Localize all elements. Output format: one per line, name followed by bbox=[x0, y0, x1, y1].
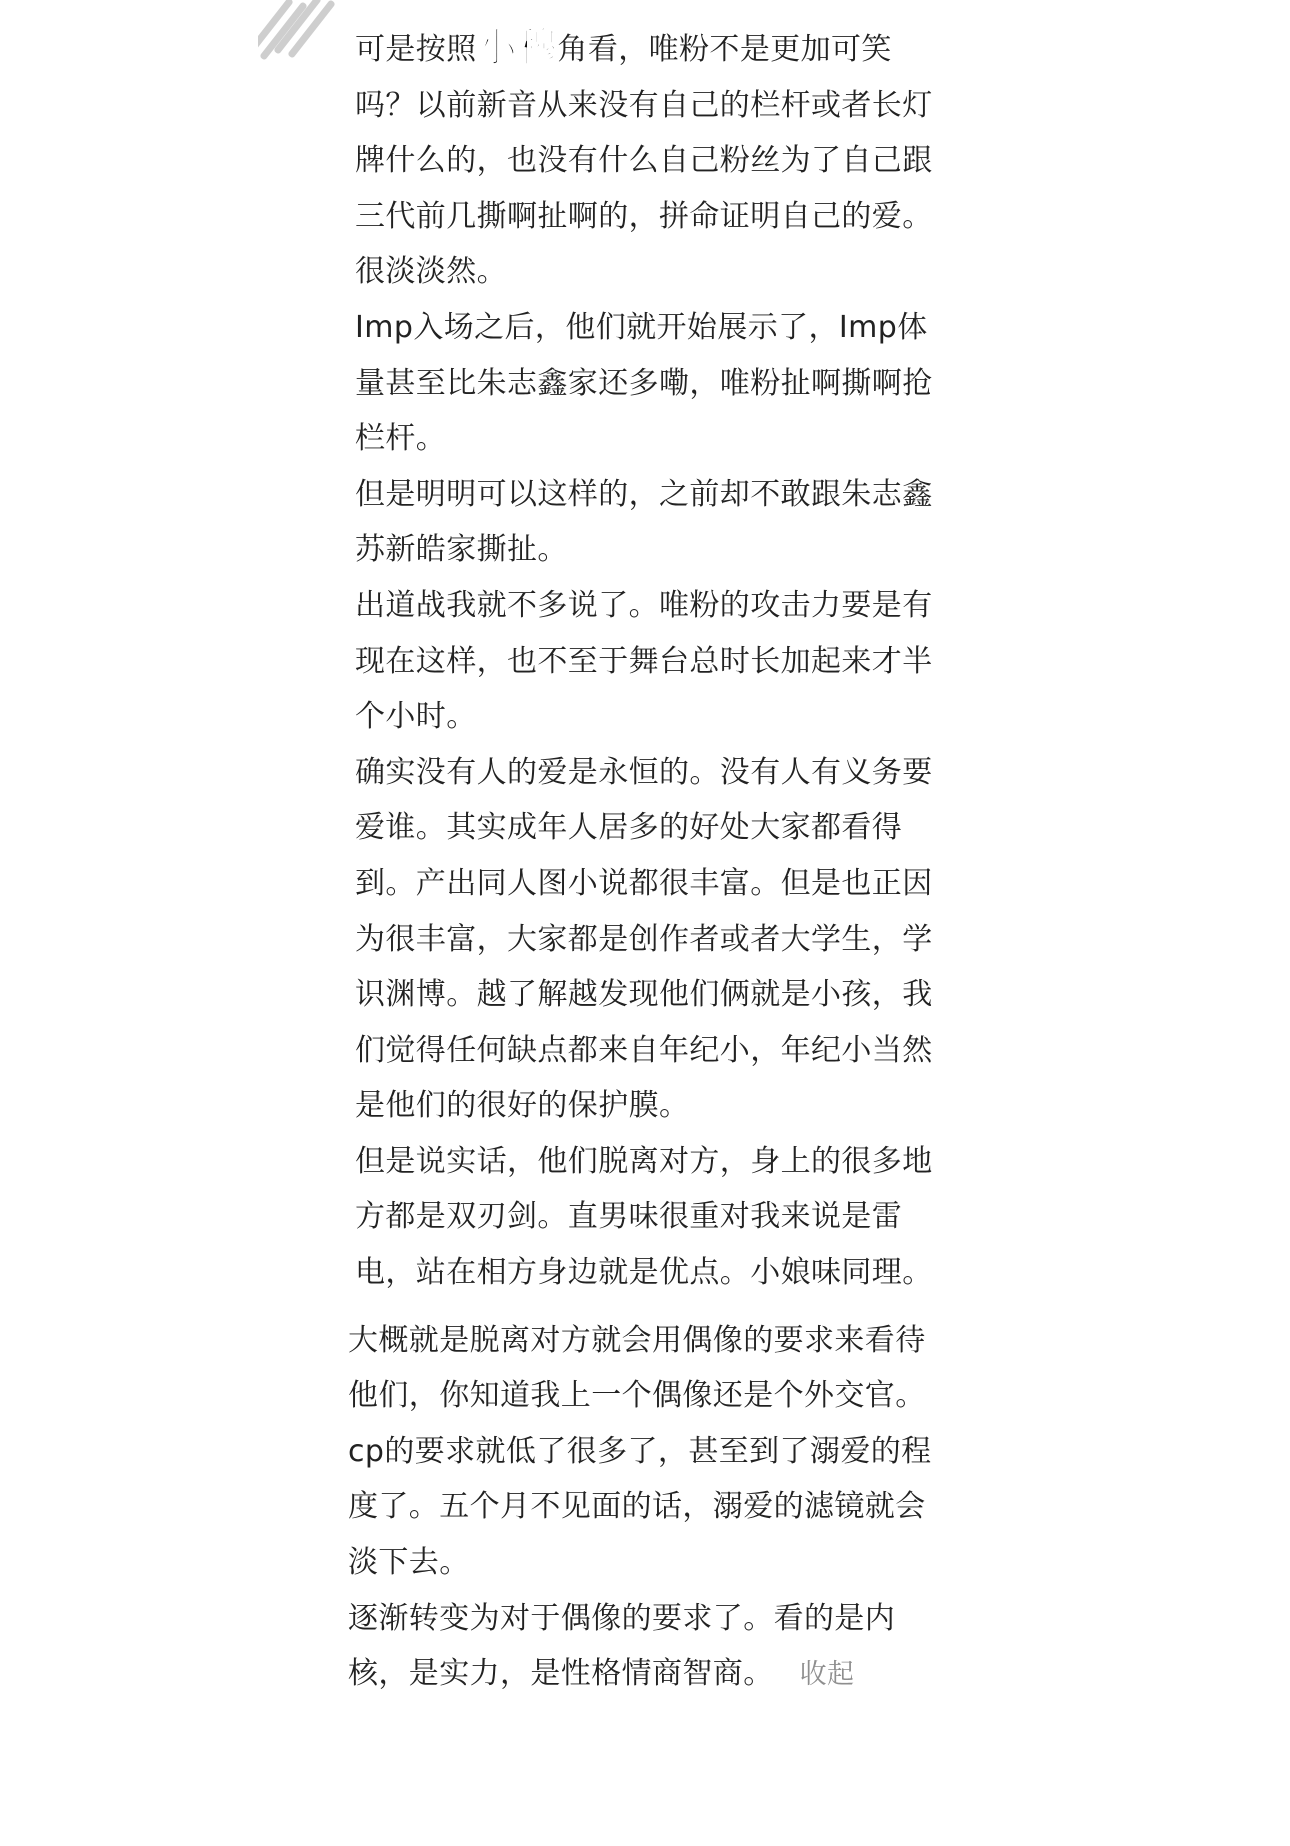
paragraph-5: 确实没有人的爱是永恒的。没有人有义务要爱谁。其实成年人居多的好处大家都看得到。产出同人图小说都很丰富。但是也正因为很丰富，大家都是创作者或者大学生，学识渊博。越了解越发现他们俩就是小孩，我们觉得任何缺点都来自年纪小，年纪小当然是他们的很好的保护膜。 bbox=[355, 754, 933, 1124]
paragraph-6: 但是说实话，他们脱离对方，身上的很多地方都是双刃剑。直男味很重对我来说是雷电，站在相方身边就是优点。小娘味同理。 bbox=[355, 1143, 933, 1291]
paragraph-8: cp的要求就低了很多了，甚至到了溺爱的程度了。五个月不见面的话，溺爱的滤镜就会淡下去。 bbox=[348, 1433, 932, 1581]
paragraph-7: 大概就是脱离对方就会用偶像的要求来看待他们，你知道我上一个偶像还是个外交官。 bbox=[348, 1322, 926, 1414]
paragraph-4: 出道战我就不多说了。唯粉的攻击力要是有现在这样，也不至于舞台总时长加起来才半个小时。 bbox=[355, 587, 933, 735]
post-section-bottom bbox=[0, 1313, 1290, 1703]
paragraph-2: Imp入场之后，他们就开始展示了，Imp体量甚至比朱志鑫家还多嘞，唯粉扯啊撕啊抢栏杆。 bbox=[355, 309, 933, 457]
post-body bbox=[0, 22, 1290, 1703]
paragraph-3: 但是明明可以这样的，之前却不敢跟朱志鑫苏新皓家撕扯。 bbox=[355, 476, 933, 568]
paragraph-1-before: 可是按照 bbox=[355, 32, 477, 67]
paragraph-9-text: 逐渐转变为对于偶像的要求了。看的是内核，是实力，是性格情商智商。 bbox=[348, 1600, 896, 1692]
paragraph-1 bbox=[355, 22, 945, 300]
post-section-top bbox=[0, 22, 1290, 1301]
collapse-link[interactable]: 收起 bbox=[799, 1659, 855, 1691]
watermark-text: 小穆 bbox=[476, 25, 558, 71]
paragraph-1-after: 角看，唯粉不是更加可笑吗？以前新音从来没有自己的栏杆或者长灯牌什么的，也没有什么自己粉丝为了自己跟三代前几撕啊扯啊的，拼命证明自己的爱。很淡淡然。 bbox=[355, 32, 933, 290]
paragraph-9 bbox=[348, 1591, 938, 1703]
